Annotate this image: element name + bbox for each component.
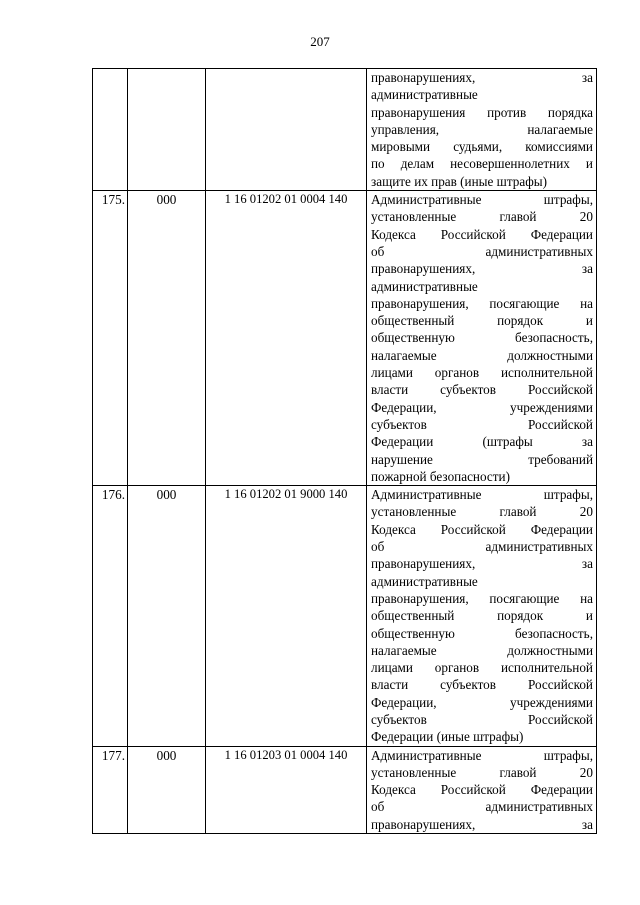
text-line: субъектов Российской: [371, 416, 593, 432]
admin-code-cell: [128, 69, 206, 191]
kbk-code-cell: 1 16 01202 01 9000 140: [206, 486, 367, 746]
revenue-name-cell: [367, 191, 597, 486]
revenue-name-cell: [367, 69, 597, 191]
text-line: об административных: [371, 539, 593, 555]
kbk-code-cell: [206, 69, 367, 191]
row-number-cell: 177.: [93, 746, 128, 833]
text-line: об административных: [371, 243, 593, 259]
text-line: Административные штрафы,: [371, 192, 593, 208]
revenue-name-cell: [367, 746, 597, 833]
text-line: власти субъектов Российской: [371, 677, 593, 693]
text-line: Кодекса Российской Федерации: [371, 226, 593, 242]
text-line: Федерации, учреждениями: [371, 694, 593, 710]
revenue-name-cell: [367, 486, 597, 746]
row-number-cell: [93, 69, 128, 191]
table-row: [93, 191, 597, 486]
text-line: управления, налагаемые: [371, 121, 593, 137]
row-number-cell: 176.: [93, 486, 128, 746]
table-row: [93, 69, 597, 191]
admin-code-cell: 000: [128, 191, 206, 486]
text-line: Кодекса Российской Федерации: [371, 782, 593, 798]
text-line: административные: [371, 278, 478, 294]
text-line: общественный порядок и: [371, 608, 593, 624]
text-line: правонарушения, посягающие на: [371, 295, 593, 311]
text-line: правонарушения против порядка: [371, 104, 593, 120]
text-line: налагаемые должностными: [371, 347, 593, 363]
text-line: правонарушениях, за: [371, 261, 593, 277]
text-line: установленные главой 20: [371, 764, 593, 780]
text-line: Федерации, учреждениями: [371, 399, 593, 415]
kbk-code-cell: 1 16 01202 01 0004 140: [206, 191, 367, 486]
table-row: [93, 746, 597, 833]
text-line: Кодекса Российской Федерации: [371, 521, 593, 537]
text-line: нарушение требований: [371, 451, 593, 467]
text-line: административные: [371, 87, 478, 103]
text-line: общественный порядок и: [371, 313, 593, 329]
page-number: 207: [310, 34, 330, 49]
kbk-code-cell: 1 16 01203 01 0004 140: [206, 746, 367, 833]
text-line: установленные главой 20: [371, 209, 593, 225]
text-line: Федерации (иные штрафы): [371, 729, 524, 745]
text-line: лицами органов исполнительной: [371, 660, 593, 676]
admin-code-cell: 000: [128, 486, 206, 746]
table-row: [93, 486, 597, 746]
text-line: власти субъектов Российской: [371, 382, 593, 398]
budget-classification-table: [92, 68, 597, 834]
text-line: субъектов Российской: [371, 711, 593, 727]
text-line: правонарушениях, за: [371, 556, 593, 572]
text-line: Федерации (штрафы за: [371, 434, 593, 450]
row-number-cell: 175.: [93, 191, 128, 486]
admin-code-cell: 000: [128, 746, 206, 833]
text-line: Административные штрафы,: [371, 487, 593, 503]
table-body: [93, 69, 597, 834]
text-line: установленные главой 20: [371, 504, 593, 520]
text-line: налагаемые должностными: [371, 642, 593, 658]
text-line: Административные штрафы,: [371, 747, 593, 763]
text-line: общественную безопасность,: [371, 625, 593, 641]
text-line: защите их прав (иные штрафы): [371, 173, 548, 189]
text-line: по делам несовершеннолетних и: [371, 156, 593, 172]
text-line: лицами органов исполнительной: [371, 365, 593, 381]
text-line: общественную безопасность,: [371, 330, 593, 346]
text-line: об административных: [371, 799, 593, 815]
text-line: административные: [371, 573, 478, 589]
text-line: пожарной безопасности): [371, 468, 510, 484]
text-line: правонарушениях, за: [371, 70, 593, 85]
text-line: правонарушения, посягающие на: [371, 590, 593, 606]
text-line: мировыми судьями, комиссиями: [371, 139, 593, 155]
text-line: правонарушениях, за: [371, 816, 593, 832]
